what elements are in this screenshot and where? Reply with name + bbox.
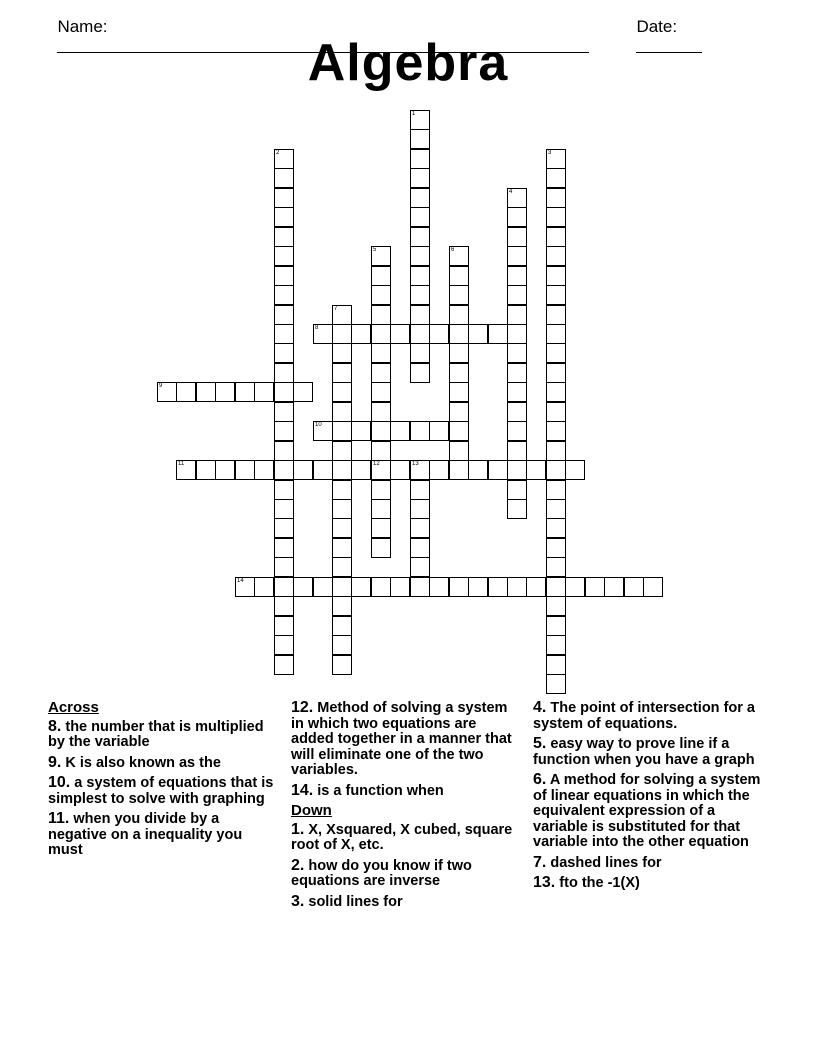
- grid-cell[interactable]: [390, 460, 410, 480]
- grid-cell[interactable]: [274, 343, 294, 363]
- grid-cell[interactable]: [274, 635, 294, 655]
- grid-cell[interactable]: [507, 246, 527, 266]
- across-heading: Across: [48, 699, 99, 716]
- grid-cell[interactable]: [274, 421, 294, 441]
- grid-cell[interactable]: [390, 421, 410, 441]
- grid-cell[interactable]: [546, 188, 566, 208]
- grid-cell[interactable]: [507, 480, 527, 500]
- grid-cell[interactable]: [546, 460, 566, 480]
- grid-cell[interactable]: [546, 305, 566, 325]
- grid-cell[interactable]: [410, 557, 430, 577]
- grid-cell-3[interactable]: [546, 149, 566, 169]
- grid-cell-2[interactable]: [274, 149, 294, 169]
- grid-cell[interactable]: [274, 227, 294, 247]
- grid-cell[interactable]: [507, 402, 527, 422]
- grid-cell[interactable]: [624, 577, 644, 597]
- clue-number: 14: [237, 578, 244, 584]
- grid-cell-7[interactable]: [332, 305, 352, 325]
- grid-cell[interactable]: [196, 460, 216, 480]
- grid-cell[interactable]: [546, 655, 566, 675]
- grid-cell[interactable]: [507, 499, 527, 519]
- grid-cell[interactable]: [546, 616, 566, 636]
- grid-cell-14[interactable]: [235, 577, 255, 597]
- clue-number: 9: [159, 383, 163, 389]
- grid-cell[interactable]: [546, 168, 566, 188]
- grid-cell[interactable]: [449, 382, 469, 402]
- across-clue-11: 11. when you divide by a negative on a inequality you must: [48, 810, 243, 858]
- grid-cell[interactable]: [351, 577, 371, 597]
- grid-cell[interactable]: [468, 460, 488, 480]
- grid-cell[interactable]: [429, 324, 449, 344]
- grid-cell[interactable]: [274, 518, 294, 538]
- grid-cell[interactable]: [507, 421, 527, 441]
- grid-cell[interactable]: [546, 635, 566, 655]
- grid-cell[interactable]: [274, 266, 294, 286]
- grid-cell[interactable]: [546, 480, 566, 500]
- grid-cell[interactable]: [449, 402, 469, 422]
- grid-cell[interactable]: [332, 655, 352, 675]
- grid-cell[interactable]: [274, 441, 294, 461]
- grid-cell[interactable]: [449, 285, 469, 305]
- grid-cell[interactable]: [429, 421, 449, 441]
- across-clue-8: 8. the number that is multiplied by the variable: [48, 717, 264, 750]
- grid-cell[interactable]: [274, 207, 294, 227]
- grid-cell[interactable]: [449, 305, 469, 325]
- grid-cell[interactable]: [546, 538, 566, 558]
- clues-column-2: [291, 700, 521, 914]
- grid-cell[interactable]: [371, 499, 391, 519]
- grid-cell[interactable]: [235, 460, 255, 480]
- grid-cell[interactable]: [546, 363, 566, 383]
- grid-cell[interactable]: [332, 635, 352, 655]
- grid-cell[interactable]: [332, 557, 352, 577]
- date-label: Date:: [636, 17, 678, 36]
- grid-cell[interactable]: [332, 499, 352, 519]
- grid-cell[interactable]: [410, 168, 430, 188]
- grid-cell[interactable]: [351, 324, 371, 344]
- grid-cell[interactable]: [332, 382, 352, 402]
- grid-cell[interactable]: [468, 577, 488, 597]
- grid-cell[interactable]: [274, 577, 294, 597]
- grid-cell[interactable]: [507, 382, 527, 402]
- clue-number: 5: [373, 247, 377, 253]
- clue-number: 11: [178, 461, 185, 467]
- grid-cell[interactable]: [371, 421, 391, 441]
- grid-cell[interactable]: [410, 246, 430, 266]
- grid-cell[interactable]: [449, 421, 469, 441]
- grid-cell[interactable]: [604, 577, 624, 597]
- grid-cell[interactable]: [371, 402, 391, 422]
- grid-cell[interactable]: [196, 382, 216, 402]
- grid-cell[interactable]: [293, 577, 313, 597]
- grid-cell[interactable]: [410, 480, 430, 500]
- grid-cell[interactable]: [215, 460, 235, 480]
- grid-cell-13[interactable]: [410, 460, 430, 480]
- clue-number: 7: [334, 306, 338, 312]
- grid-cell[interactable]: [274, 538, 294, 558]
- grid-cell[interactable]: [410, 305, 430, 325]
- grid-cell[interactable]: [546, 266, 566, 286]
- grid-cell[interactable]: [449, 343, 469, 363]
- grid-cell[interactable]: [546, 343, 566, 363]
- grid-cell[interactable]: [507, 207, 527, 227]
- grid-cell[interactable]: [526, 577, 546, 597]
- grid-cell-1[interactable]: [410, 110, 430, 130]
- grid-cell[interactable]: [371, 343, 391, 363]
- grid-cell[interactable]: [332, 402, 352, 422]
- grid-cell[interactable]: [332, 596, 352, 616]
- grid-cell[interactable]: [390, 577, 410, 597]
- grid-cell[interactable]: [332, 441, 352, 461]
- grid-cell[interactable]: [215, 382, 235, 402]
- grid-cell[interactable]: [546, 441, 566, 461]
- grid-cell[interactable]: [526, 460, 546, 480]
- grid-cell[interactable]: [274, 285, 294, 305]
- grid-cell[interactable]: [274, 460, 294, 480]
- grid-cell[interactable]: [351, 421, 371, 441]
- grid-cell[interactable]: [332, 421, 352, 441]
- grid-cell[interactable]: [410, 266, 430, 286]
- grid-cell[interactable]: [429, 577, 449, 597]
- grid-cell-4[interactable]: [507, 188, 527, 208]
- grid-cell[interactable]: [410, 343, 430, 363]
- grid-cell[interactable]: [410, 285, 430, 305]
- grid-cell[interactable]: [410, 518, 430, 538]
- grid-cell[interactable]: [507, 460, 527, 480]
- grid-cell[interactable]: [546, 382, 566, 402]
- grid-cell[interactable]: [235, 382, 255, 402]
- grid-cell[interactable]: [546, 499, 566, 519]
- grid-cell[interactable]: [371, 382, 391, 402]
- clue-number: 8: [315, 325, 319, 331]
- grid-cell[interactable]: [449, 441, 469, 461]
- clue-number: 6: [451, 247, 455, 253]
- grid-cell[interactable]: [546, 324, 566, 344]
- down-heading: Down: [291, 802, 332, 819]
- grid-cell[interactable]: [429, 460, 449, 480]
- down-clue-7: 7. dashed lines for: [533, 853, 662, 871]
- clues-column-1: [48, 700, 278, 863]
- grid-cell[interactable]: [449, 266, 469, 286]
- grid-cell[interactable]: [507, 441, 527, 461]
- grid-cell[interactable]: [410, 538, 430, 558]
- clue-number: 2: [276, 150, 280, 156]
- grid-cell[interactable]: [585, 577, 605, 597]
- across-clue-9: 9. K is also known as the: [48, 753, 221, 771]
- grid-cell[interactable]: [546, 246, 566, 266]
- grid-cell[interactable]: [410, 577, 430, 597]
- grid-cell[interactable]: [371, 305, 391, 325]
- grid-cell[interactable]: [371, 441, 391, 461]
- down-clue-3: 3. solid lines for: [291, 892, 403, 910]
- grid-cell[interactable]: [410, 149, 430, 169]
- grid-cell[interactable]: [371, 480, 391, 500]
- clue-number: 10: [315, 422, 322, 428]
- grid-cell[interactable]: [449, 577, 469, 597]
- grid-cell[interactable]: [332, 324, 352, 344]
- grid-cell[interactable]: [274, 655, 294, 675]
- down-clue-1: 1. X, Xsquared, X cubed, square root of X, etc.: [291, 820, 513, 853]
- grid-cell[interactable]: [371, 266, 391, 286]
- grid-cell[interactable]: [410, 421, 430, 441]
- grid-cell[interactable]: [274, 480, 294, 500]
- grid-cell[interactable]: [410, 129, 430, 149]
- grid-cell[interactable]: [507, 227, 527, 247]
- grid-cell[interactable]: [274, 596, 294, 616]
- grid-cell[interactable]: [488, 577, 508, 597]
- grid-cell[interactable]: [410, 227, 430, 247]
- grid-cell[interactable]: [332, 480, 352, 500]
- grid-cell[interactable]: [332, 343, 352, 363]
- grid-cell[interactable]: [254, 382, 274, 402]
- grid-cell[interactable]: [293, 460, 313, 480]
- grid-cell[interactable]: [313, 460, 333, 480]
- grid-cell[interactable]: [176, 382, 196, 402]
- grid-cell[interactable]: [488, 460, 508, 480]
- down-clue-5: 5. easy way to prove line if a function when you have a graph: [533, 735, 755, 768]
- grid-cell[interactable]: [371, 577, 391, 597]
- grid-cell[interactable]: [332, 363, 352, 383]
- clues-column-3: [533, 700, 763, 896]
- grid-cell-10[interactable]: [313, 421, 333, 441]
- down-clue-2: 2. how do you know if two equations are inverse: [291, 856, 472, 889]
- grid-cell[interactable]: [274, 557, 294, 577]
- grid-cell[interactable]: [449, 363, 469, 383]
- grid-cell[interactable]: [351, 460, 371, 480]
- grid-cell[interactable]: [274, 616, 294, 636]
- grid-cell[interactable]: [332, 616, 352, 636]
- clue-number: 3: [548, 150, 552, 156]
- clue-number: 12: [373, 461, 380, 467]
- grid-cell[interactable]: [313, 577, 333, 597]
- grid-cell[interactable]: [449, 324, 469, 344]
- grid-cell[interactable]: [546, 285, 566, 305]
- clue-number: 1: [412, 111, 416, 117]
- grid-cell[interactable]: [546, 674, 566, 694]
- across-clue-12: 12. Method of solving a system in which two equations are added together in a manner that will eliminate one of the two variables.: [291, 699, 512, 778]
- grid-cell[interactable]: [546, 518, 566, 538]
- grid-cell[interactable]: [507, 577, 527, 597]
- grid-cell[interactable]: [546, 557, 566, 577]
- grid-cell[interactable]: [507, 266, 527, 286]
- grid-cell[interactable]: [371, 518, 391, 538]
- grid-cell[interactable]: [274, 499, 294, 519]
- grid-cell[interactable]: [410, 324, 430, 344]
- grid-cell[interactable]: [274, 363, 294, 383]
- grid-cell[interactable]: [274, 305, 294, 325]
- grid-cell[interactable]: [565, 577, 585, 597]
- across-clue-10: 10. a system of equations that is simplest to solve with graphing: [48, 774, 274, 807]
- grid-cell[interactable]: [371, 285, 391, 305]
- grid-cell[interactable]: [565, 460, 585, 480]
- down-clue-4: 4. The point of intersection for a system of equations.: [533, 699, 755, 732]
- clue-number: 4: [509, 189, 513, 195]
- grid-cell[interactable]: [410, 363, 430, 383]
- grid-cell-8[interactable]: [313, 324, 333, 344]
- grid-cell[interactable]: [274, 188, 294, 208]
- grid-cell[interactable]: [546, 227, 566, 247]
- grid-cell[interactable]: [254, 577, 274, 597]
- grid-cell[interactable]: [546, 596, 566, 616]
- grid-cell[interactable]: [468, 324, 488, 344]
- grid-cell[interactable]: [410, 188, 430, 208]
- down-clue-13: 13. fto the -1(X): [533, 874, 640, 891]
- grid-cell[interactable]: [546, 402, 566, 422]
- grid-cell[interactable]: [410, 499, 430, 519]
- grid-cell[interactable]: [332, 538, 352, 558]
- grid-cell[interactable]: [371, 324, 391, 344]
- grid-cell[interactable]: [507, 324, 527, 344]
- grid-cell-5[interactable]: [371, 246, 391, 266]
- grid-cell[interactable]: [254, 460, 274, 480]
- grid-cell[interactable]: [449, 460, 469, 480]
- grid-cell[interactable]: [507, 285, 527, 305]
- grid-cell[interactable]: [643, 577, 663, 597]
- grid-cell-6[interactable]: [449, 246, 469, 266]
- grid-cell[interactable]: [488, 324, 508, 344]
- grid-cell-11[interactable]: [176, 460, 196, 480]
- grid-cell[interactable]: [390, 324, 410, 344]
- grid-cell[interactable]: [274, 324, 294, 344]
- grid-cell[interactable]: [274, 382, 294, 402]
- grid-cell[interactable]: [332, 460, 352, 480]
- grid-cell[interactable]: [274, 246, 294, 266]
- clue-number: 13: [412, 461, 419, 467]
- grid-cell[interactable]: [371, 363, 391, 383]
- grid-cell[interactable]: [546, 421, 566, 441]
- grid-cell-12[interactable]: [371, 460, 391, 480]
- grid-cell[interactable]: [274, 168, 294, 188]
- grid-cell[interactable]: [546, 577, 566, 597]
- grid-cell[interactable]: [507, 305, 527, 325]
- grid-cell[interactable]: [332, 577, 352, 597]
- grid-cell[interactable]: [274, 402, 294, 422]
- grid-cell[interactable]: [410, 207, 430, 227]
- grid-cell[interactable]: [546, 207, 566, 227]
- down-clue-6: 6. A method for solving a system of linear equations in which the equivalent expression of a variable is substituted for that variable into the other equation: [533, 771, 761, 850]
- grid-cell[interactable]: [332, 518, 352, 538]
- grid-cell[interactable]: [293, 382, 313, 402]
- grid-cell-9[interactable]: [157, 382, 177, 402]
- page-title: Algebra: [307, 34, 509, 92]
- grid-cell[interactable]: [507, 343, 527, 363]
- name-label: Name:: [57, 17, 108, 36]
- across-clue-14: 14. is a function when: [291, 781, 444, 799]
- grid-cell[interactable]: [371, 538, 391, 558]
- grid-cell[interactable]: [507, 363, 527, 383]
